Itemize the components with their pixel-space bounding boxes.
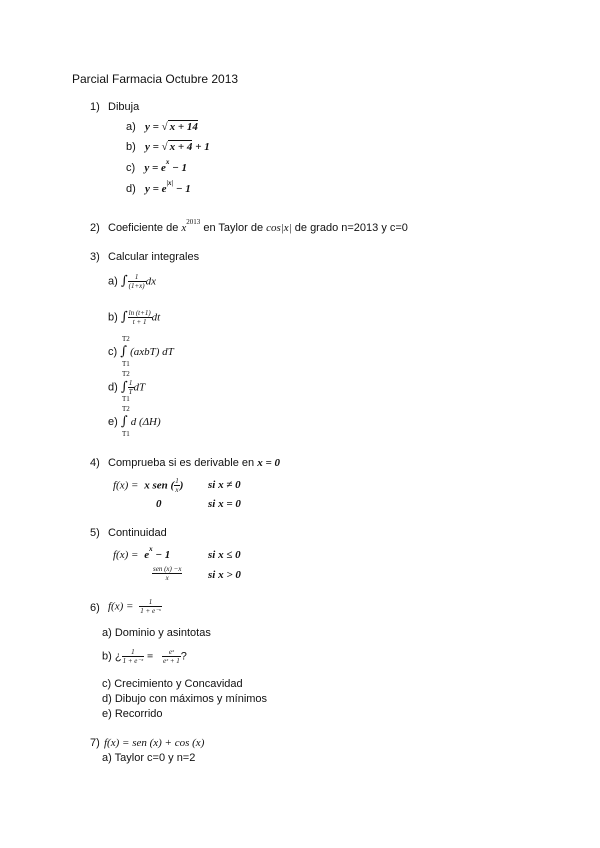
q6-fraction: $\frac{1}{\text{1 + e⁻ˣ}}$: [140, 598, 161, 615]
q3-item-b: b) ∫ $\frac{\ln (t+1)}{t + 1}$ dt: [108, 309, 161, 326]
q6-item-a: a) Dominio y asintotas: [102, 627, 211, 639]
q3b-fraction: $\frac{\ln (t+1)}{t + 1}$: [128, 309, 151, 326]
page-title: Parcial Farmacia Octubre 2013: [72, 72, 239, 86]
q4-text: Comprueba si es derivable en x = 0: [108, 457, 280, 469]
q5-cond2: si x > 0: [208, 569, 241, 581]
q1-item-d: d) $y = e^{|x|} - 1$: [126, 179, 191, 195]
q6-item-b: b) ¿ $\frac{1}{\text{1 + e⁻ˣ}}$ = $\frac{\text{eˣ}}{\text{eˣ + 1}}$ ?: [102, 648, 187, 665]
q2-number: 2): [90, 222, 100, 234]
q3e-upper: T2: [122, 405, 130, 413]
q6-function: f(x) = $\frac{1}{\text{1 + e⁻ˣ}}$: [108, 598, 161, 615]
q4-fraction: $\frac{1}{x}$: [175, 477, 179, 494]
q6b-fraction-1: $\frac{1}{\text{1 + e⁻ˣ}}$: [122, 648, 144, 665]
q3c-lower: T1: [122, 360, 130, 368]
q4-number: 4): [90, 457, 100, 469]
q7-function: f(x) = sen (x) + cos (x): [104, 737, 205, 749]
q3e-lower: T1: [122, 430, 130, 438]
q5-fraction: $\frac{\text{sen (x) −x}}{x}$: [153, 565, 182, 582]
q4-case2: 0: [156, 498, 162, 510]
q4-cond2: si x = 0: [208, 498, 241, 510]
q1-number: 1): [90, 101, 100, 113]
q4-function: f(x) = x sen ( $\frac{1}{x}$ ): [113, 477, 184, 494]
q3d-lower: T1: [122, 395, 130, 403]
q7-item-a: a) Taylor c=0 y n=2: [102, 752, 196, 764]
q3-label: Calcular integrales: [108, 251, 200, 263]
q5-number: 5): [90, 527, 100, 539]
q3a-fraction: $\frac{1}{(1+x)}$: [128, 273, 145, 290]
q6-item-e: e) Recorrido: [102, 708, 163, 720]
q5-cond1: si x ≤ 0: [208, 549, 241, 561]
q6-item-d: d) Dibujo con máximos y mínimos: [102, 693, 268, 705]
q5-function: $f(x) = e^x - 1$: [113, 545, 171, 561]
q1-item-c: c) $y = e^x - 1$: [126, 158, 188, 174]
q3-item-e: e) ∫ d (ΔH): [108, 414, 161, 429]
q2-text: Coeficiente de $x^{2013}$ en Taylor de cos|x| de grado n=2013 y c=0: [108, 218, 408, 234]
q3c-upper: T2: [122, 335, 130, 343]
q4-cond1: si x ≠ 0: [208, 479, 241, 491]
q3-item-c: c) ∫ (axbT) dT: [108, 344, 174, 359]
q5-case2: [152, 565, 182, 582]
q3-item-a: a) ∫ $\frac{1}{(1+x)}$ dx: [108, 273, 157, 290]
q1-label: Dibuja: [108, 101, 140, 113]
q6-item-c: c) Crecimiento y Concavidad: [102, 678, 243, 690]
q3-number: 3): [90, 251, 100, 263]
q7-number: 7): [90, 737, 100, 749]
q5-label: Continuidad: [108, 527, 167, 539]
q1-item-b: b) y = √ x + 4 + 1: [126, 141, 210, 153]
q3d-upper: T2: [122, 370, 130, 378]
q3d-fraction: $\frac{1}{T}$: [128, 379, 133, 396]
q3-item-d: d) ∫ $\frac{1}{T}$ dT: [108, 379, 146, 396]
q6-number: 6): [90, 602, 100, 614]
q1-item-a: a) y = √ x + 14: [126, 121, 198, 133]
q6b-fraction-2: $\frac{\text{eˣ}}{\text{eˣ + 1}}$: [162, 648, 180, 665]
